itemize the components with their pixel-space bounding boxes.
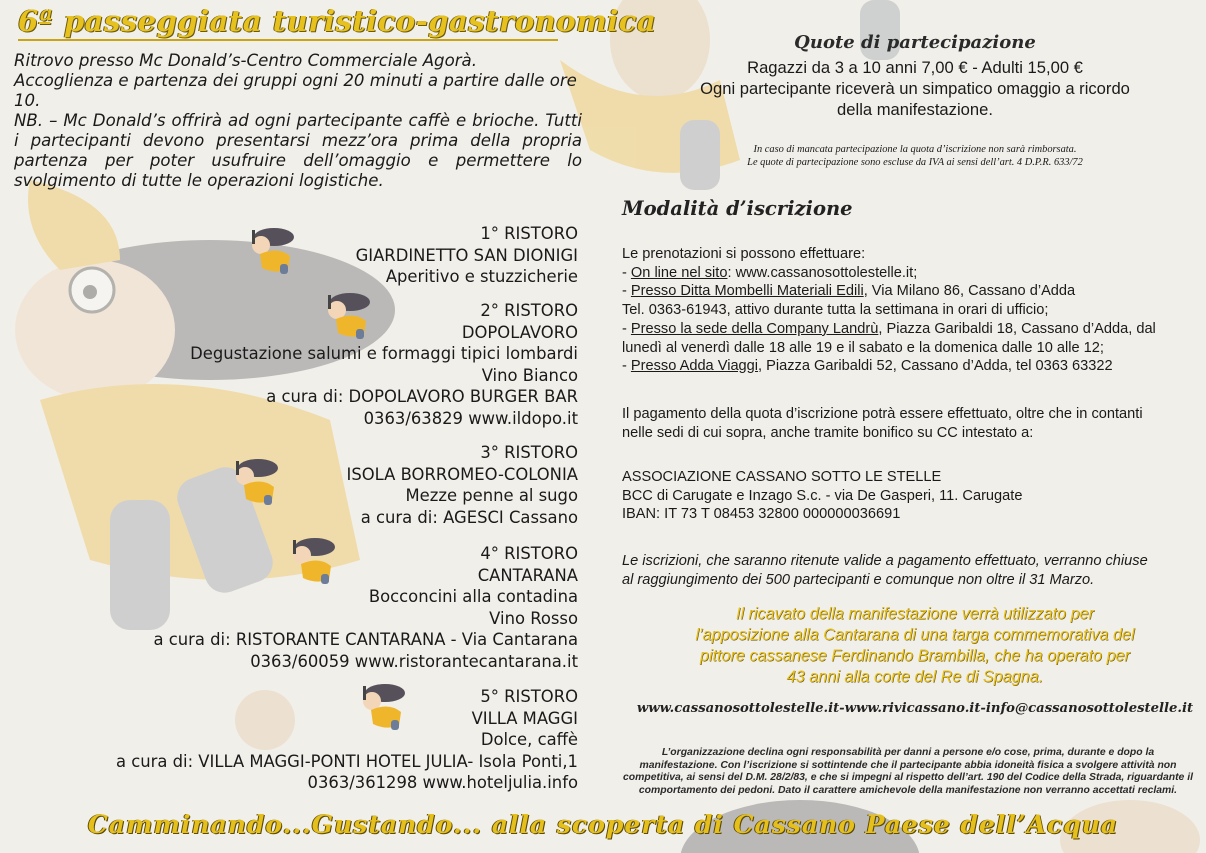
quote-prices: Ragazzi da 3 a 10 anni 7,00 € - Adulti 15,00 €	[747, 58, 1083, 77]
ricavato-line: Il ricavato della manifestazione verrà utilizzato per	[735, 605, 1095, 623]
intro-meeting-point: Ritrovo presso Mc Donald’s-Centro Commerciale Agorà.	[14, 51, 477, 70]
ristoro-3	[347, 442, 578, 528]
modalita-iscrizioni	[622, 552, 1192, 589]
ristoro-line: 0363/60059 www.ristorantecantarana.it	[250, 651, 578, 671]
pagamento-line: nelle sedi di cui sopra, anche tramite bonifico su CC intestato a:	[622, 424, 1034, 441]
ristoro-line: Vino Bianco	[481, 365, 578, 385]
ristoro-line: Bocconcini alla contadina	[368, 587, 578, 607]
modalita-online: - On line nel sito: www.cassanosottolestelle.it;	[622, 264, 918, 281]
associazione-iban: IBAN: IT 73 T 08453 32800 000000036691	[622, 506, 901, 523]
pagamento-line: Il pagamento della quota d’iscrizione potrà essere effettuato, oltre che in contanti	[622, 406, 1143, 422]
quote-gift-line: Ogni partecipante riceverà un simpatico omaggio a ricordo	[700, 79, 1130, 98]
disclaimer: L’organizzazione declina ogni responsabilità per danni a persone e/o cose, prima, durante e dopo la manifestazione. Con l’iscrizione si sottintende che il partecipante abbia idoneità fisica a svolgere attività non competitiva, ai sensi del D.M. 28/2/83, e che si impegni al rispetto dell’art. 190 del Codice della Strada, riguardante il comportamento dei pedoni. Dato il carattere amichevole della manifestazione non verranno accettati reclami.	[623, 747, 1193, 796]
ristoro-name: VILLA MAGGI	[471, 708, 578, 728]
ristoro-line: Vino Rosso	[489, 608, 578, 628]
ristoro-line: Aperitivo e stuzzicherie	[385, 267, 578, 287]
quote-note	[620, 143, 1206, 169]
ristoro-name: ISOLA BORROMEO-COLONIA	[346, 464, 578, 484]
intro-start-info: Accoglienza e partenza dei gruppi ogni 20 minuti a partire dalle ore 10.	[14, 71, 577, 110]
ristoro-line: a cura di: VILLA MAGGI-PONTI HOTEL JULIA- Isola Ponti,1	[115, 751, 578, 771]
ristoro-number: 4° RISTORO	[480, 544, 578, 563]
ristoro-5	[116, 686, 578, 794]
ricavato-line: 43 anni alla corte del Re di Spagna.	[786, 668, 1044, 686]
ristoro-line: a cura di: RISTORANTE CANTARANA - Via Cantarana	[153, 630, 578, 650]
online-link[interactable]: On line nel sito	[630, 264, 728, 281]
quote-note-line: Le quote di partecipazione sono escluse da IVA ai sensi dell’art. 4 D.P.R. 633/72	[747, 157, 1083, 168]
modalita-intro: Le prenotazioni si possono effettuare:	[622, 246, 866, 262]
ristoro-name: GIARDINETTO SAN DIONIGI	[355, 245, 578, 265]
page-title: 6ª passeggiata turistico-gastronomica	[18, 4, 558, 41]
ristoro-number: 3° RISTORO	[480, 443, 578, 462]
modalita-company-hours: lunedì al venerdì dalle 18 alle 19 e il sabato e la domenica dalle 10 alle 12;	[622, 339, 1104, 356]
ristoro-line: Dolce, caffè	[480, 730, 578, 750]
modalita-ditta: - Presso Ditta Mombelli Materiali Edili, Via Milano 86, Cassano d’Adda	[622, 283, 1076, 300]
ristoro-line: Degustazione salumi e formaggi tipici lombardi	[190, 344, 578, 364]
ditta-label: Presso Ditta Mombelli Materiali Edili	[630, 283, 864, 300]
modalita-adda: - Presso Adda Viaggi, Piazza Garibaldi 52, Cassano d’Adda, tel 0363 63322	[622, 358, 1113, 375]
ricavato-line: pittore cassanese Ferdinando Brambilla, che ha operato per	[699, 647, 1131, 665]
ristoro-4	[154, 543, 579, 673]
quote-note-line: In caso di mancata partecipazione la quota d’iscrizione non sarà rimborsata.	[753, 144, 1077, 155]
web-links[interactable]: www.cassanosottolestelle.it-www.rivicassano.it-info@cassanosottolestelle.it	[636, 701, 1194, 716]
quote-body	[620, 57, 1206, 120]
footer-slogan: Camminando...Gustando... alla scoperta di Cassano Paese dell’Acqua	[87, 810, 1119, 839]
modalita-pagamento	[622, 405, 1192, 442]
ristoro-number: 2° RISTORO	[480, 301, 578, 320]
associazione-bank: BCC di Carugate e Inzago S.c. - via De Gasperi, 11. Carugate	[622, 487, 1023, 504]
ricavato-line: l’apposizione alla Cantarana di una targa commemorativa del	[695, 626, 1135, 644]
modalita-associazione	[622, 468, 1192, 524]
intro-nb: NB. – Mc Donald’s offrirà ad ogni partecipante caffè e brioche. Tutti i partecipanti devono presentarsi mezz’ora prima della propria partenza per poter usufruire dell’omaggio e permettere lo svolgimento di tutte le operazioni logistiche.	[14, 111, 582, 190]
ristoro-2	[190, 300, 578, 430]
ristoro-1	[356, 223, 578, 288]
adda-label: Presso Adda Viaggi	[630, 358, 759, 375]
ricavato-section	[620, 604, 1206, 688]
ristoro-line: a cura di: AGESCI Cassano	[360, 507, 578, 527]
intro-section	[14, 51, 582, 191]
modalita-company: - Presso la sede della Company Landrù, Piazza Garibaldi 18, Cassano d’Adda, dal	[622, 320, 1156, 337]
iscrizioni-line: Le iscrizioni, che saranno ritenute valide a pagamento effettuato, verranno chiuse	[622, 553, 1148, 569]
quote-gift-line: della manifestazione.	[837, 100, 993, 119]
ristoro-name: CANTARANA	[477, 565, 578, 585]
ristoro-number: 5° RISTORO	[480, 687, 578, 706]
ristoro-line: 0363/361298 www.hoteljulia.info	[307, 773, 578, 793]
ristoro-name: DOPOLAVORO	[461, 322, 578, 342]
ristoro-line: Mezze penne al sugo	[405, 486, 578, 506]
modalita-prenotazioni	[622, 245, 1192, 376]
ristoro-line: 0363/63829 www.ildopo.it	[363, 408, 578, 428]
associazione-name: ASSOCIAZIONE CASSANO SOTTO LE STELLE	[622, 469, 942, 485]
chef-icon	[228, 455, 286, 507]
ristoro-number: 1° RISTORO	[480, 224, 578, 243]
modalita-ditta-tel: Tel. 0363-61943, attivo durante tutta la settimana in orari di ufficio;	[622, 302, 1049, 319]
modalita-title: Modalità d’iscrizione	[622, 197, 853, 220]
iscrizioni-line: al raggiungimento dei 500 partecipanti e comunque non oltre il 31 Marzo.	[622, 571, 1095, 588]
company-label: Presso la sede della Company Landrù	[630, 320, 879, 337]
quote-title: Quote di partecipazione	[794, 32, 1036, 53]
chef-icon	[244, 224, 302, 276]
ristoro-line: a cura di: DOPOLAVORO BURGER BAR	[266, 387, 578, 407]
